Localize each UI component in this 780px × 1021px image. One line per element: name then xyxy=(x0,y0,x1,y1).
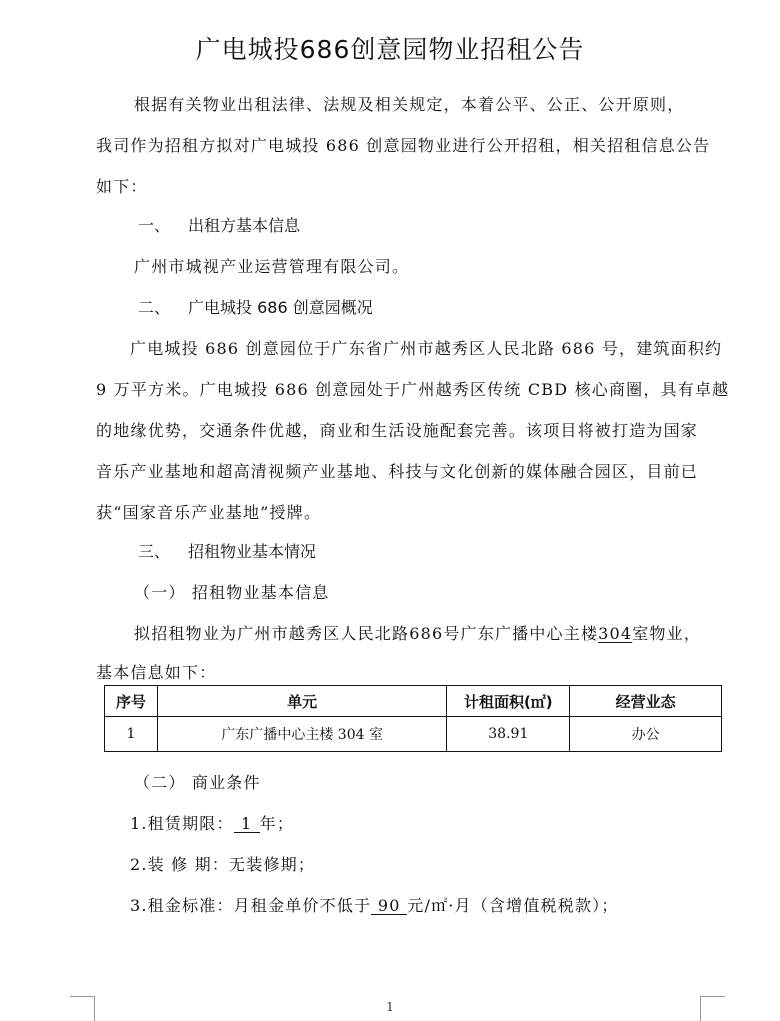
section-1-heading xyxy=(138,213,300,236)
section-1-title: 出租方基本信息 xyxy=(188,216,301,235)
condition-2: 2.装 修 期：无装修期； xyxy=(130,855,316,874)
section-3-number: 三、 xyxy=(138,542,171,561)
condition-3-label: 3.租金标准：月租金单价不低于 xyxy=(130,896,372,915)
cell-seq: 1 xyxy=(105,717,158,752)
lease-term-value: 1 xyxy=(234,815,260,833)
property-table xyxy=(104,685,722,752)
section-3-title: 招租物业基本情况 xyxy=(188,542,317,561)
subsection-2-heading: （二） 商业条件 xyxy=(134,773,261,792)
section-2-line-5: 获“国家音乐产业基地”授牌。 xyxy=(96,503,322,522)
section-2-line-2: 9 万平方米。广电城投 686 创意园处于广州越秀区传统 CBD 核心商圈，具有卓越 xyxy=(96,380,730,399)
section-2-line-4: 音乐产业基地和超高清视频产业基地、科技与文化创新的媒体融合园区，目前已 xyxy=(96,462,699,481)
cell-business: 办公 xyxy=(570,717,722,752)
header-seq: 序号 xyxy=(105,686,158,717)
cell-area: 38.91 xyxy=(447,717,570,752)
table-row xyxy=(105,717,722,752)
subsection-1-heading: （一） 招租物业基本信息 xyxy=(134,583,330,602)
rent-price-value: 90 xyxy=(371,897,407,915)
section-2-number: 二、 xyxy=(138,298,171,317)
table-header-row xyxy=(105,686,722,717)
page-number: 1 xyxy=(386,1000,394,1014)
header-unit: 单元 xyxy=(157,686,446,717)
condition-1 xyxy=(130,811,294,834)
section-1-number: 一、 xyxy=(138,216,171,235)
property-desc-suffix: 室物业， xyxy=(632,624,702,643)
section-2-line-1: 广电城投 686 创意园位于广东省广州市越秀区人民北路 686 号，建筑面积约 xyxy=(130,339,723,358)
intro-line-1: 根据有关物业出租法律、法规及相关规定，本着公平、公正、公开原则， xyxy=(134,95,685,114)
cell-unit: 广东广播中心主楼 304 室 xyxy=(157,717,446,752)
intro-line-3: 如下： xyxy=(96,177,148,196)
section-2-heading xyxy=(138,295,373,318)
condition-3-suffix: 元/㎡·月（含增值税税款）； xyxy=(407,896,619,915)
page-title: 广电城投686创意园物业招租公告 xyxy=(195,35,585,64)
property-desc-line-2: 基本信息如下： xyxy=(96,663,217,682)
condition-3 xyxy=(130,893,619,916)
section-3-heading xyxy=(138,539,316,562)
room-number: 304 xyxy=(598,624,633,643)
condition-1-label: 1.租赁期限： xyxy=(130,814,234,833)
section-2-line-3: 的地缘优势，交通条件优越，商业和生活设施配套完善。该项目将被打造为国家 xyxy=(96,421,699,440)
section-1-body: 广州市城视产业运营管理有限公司。 xyxy=(134,257,410,276)
header-business: 经营业态 xyxy=(570,686,722,717)
section-2-title: 广电城投 686 创意园概况 xyxy=(188,298,373,317)
property-desc-text: 拟招租物业为广州市越秀区人民北路686号广东广播中心主楼 xyxy=(134,624,599,643)
property-desc-line-1 xyxy=(134,621,701,644)
intro-line-2: 我司作为招租方拟对广电城投 686 创意园物业进行公开招租，相关招租信息公告 xyxy=(96,136,711,155)
header-area: 计租面积(㎡) xyxy=(447,686,570,717)
condition-1-suffix: 年； xyxy=(259,814,295,833)
